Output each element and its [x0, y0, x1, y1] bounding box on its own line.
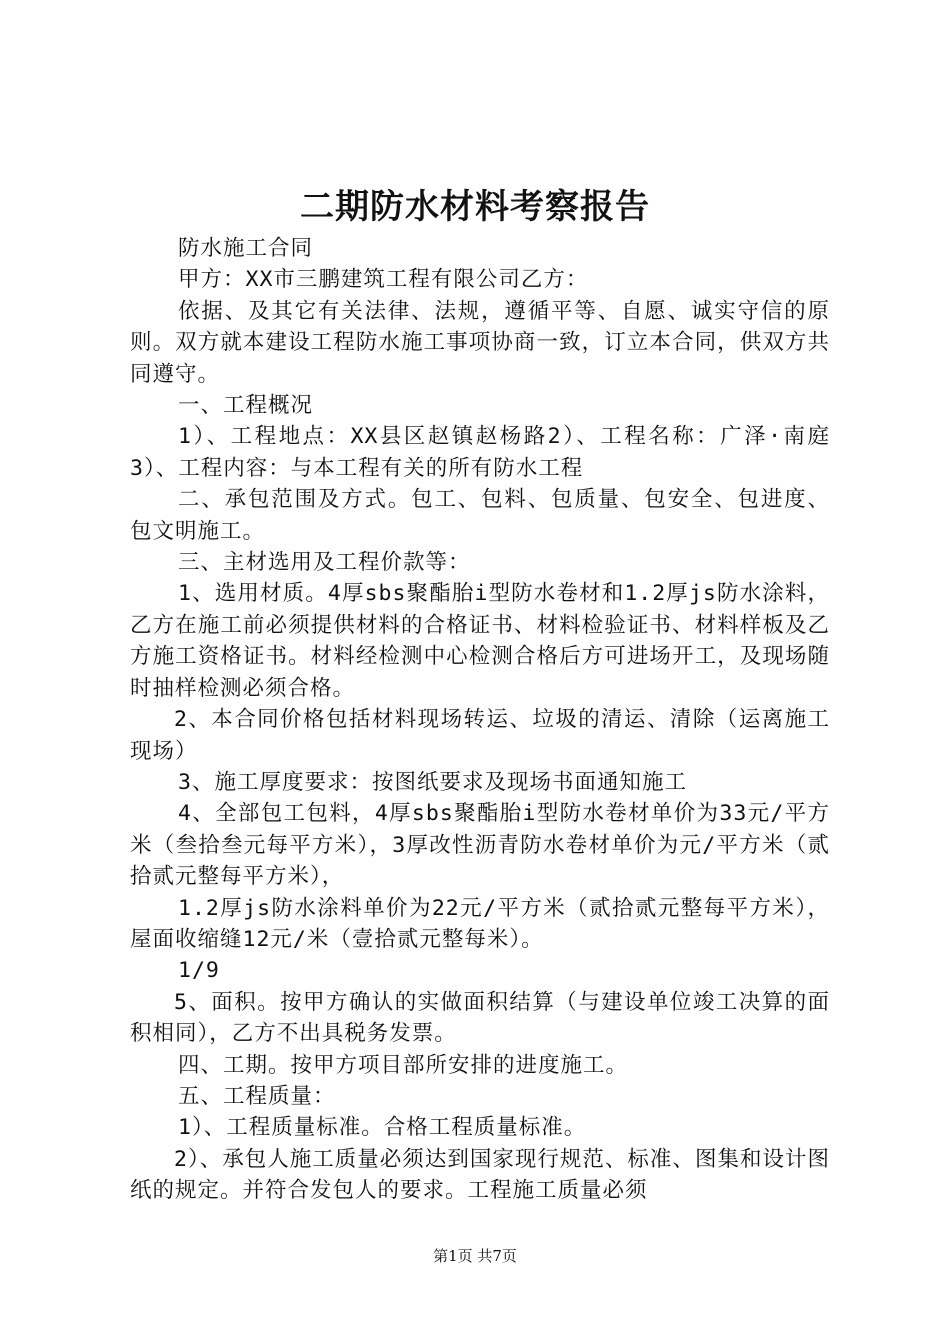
paragraph-unit-price: 4、全部包工包料，4厚sbs聚酯胎i型防水卷材单价为33元/平方米（叁拾叁元每平方米），3厚改性沥青防水卷材单价为元/平方米（贰拾贰元整每平方米）， [130, 801, 830, 890]
paragraph-contract-heading: 防水施工合同 [178, 236, 314, 261]
paragraph-price-scope: 2、本合同价格包括材料现场转运、垃圾的清运、清除（运离施工现场） [130, 707, 830, 764]
paragraph-basis: 依据、及其它有关法律、法规，遵循平等、自愿、诚实守信的原则。双方就本建设工程防水施工事项协商一致，订立本合同，供双方共同遵守。 [130, 298, 830, 387]
document-title: 二期防水材料考察报告 [300, 187, 650, 227]
paragraph-page-marker: 1/9 [178, 958, 220, 984]
paragraph-schedule: 四、工期。按甲方项目部所安排的进度施工。 [178, 1052, 629, 1078]
paragraph-quality-standard: 1）、工程质量标准。合格工程质量标准。 [178, 1115, 587, 1141]
document-body [130, 233, 830, 1207]
page-number-text: 第1页 共7页 [433, 1247, 517, 1265]
paragraph-quality-heading: 五、工程质量： [178, 1083, 336, 1109]
paragraph-material-selection: 1、选用材质。4厚sbs聚酯胎i型防水卷材和1.2厚js防水涂料，乙方在施工前必须提供材料的合格证书、材料检验证书、材料样板及乙方施工资格证书。材料经检测中心检测合格后方可进场开工，及现场随时抽样检测必须合格。 [130, 581, 830, 701]
paragraph-section-2: 二、承包范围及方式。包工、包料、包质量、包安全、包进度、包文明施工。 [130, 487, 830, 544]
page-footer [0, 1245, 950, 1266]
paragraph-section-3-heading: 三、主材选用及工程价款等： [178, 550, 471, 576]
paragraph-project-info: 1）、工程地点：XX县区赵镇赵杨路2）、工程名称：广泽·南庭3）、工程内容：与本工程有关的所有防水工程 [130, 424, 830, 481]
paragraph-thickness: 3、施工厚度要求：按图纸要求及现场书面通知施工 [178, 769, 687, 795]
paragraph-area: 5、面积。按甲方确认的实做面积结算（与建设单位竣工决算的面积相同），乙方不出具税务发票。 [130, 989, 830, 1047]
paragraph-section-1-heading: 一、工程概况 [178, 393, 314, 419]
paragraph-party-a: 甲方：XX市三鹏建筑工程有限公司乙方： [178, 267, 589, 293]
paragraph-js-coating-price: 1.2厚js防水涂料单价为22元/平方米（贰拾贰元整每平方米），屋面收缩缝12元/米（壹拾贰元整每米）。 [130, 895, 830, 952]
paragraph-quality-requirements: 2）、承包人施工质量必须达到国家现行规范、标准、图集和设计图纸的规定。并符合发包人的要求。工程施工质量必须 [130, 1146, 830, 1204]
